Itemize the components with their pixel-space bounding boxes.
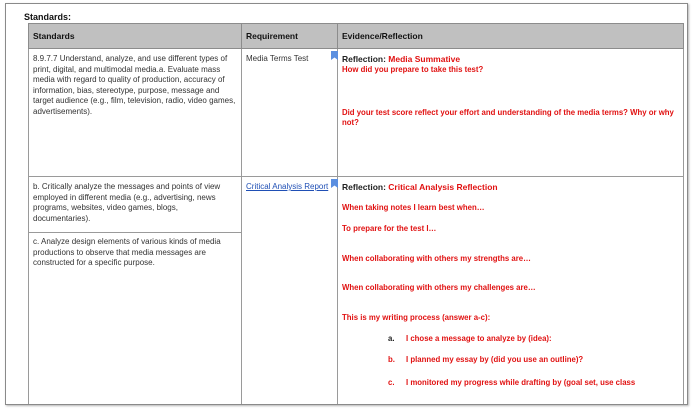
sub-item bbox=[388, 378, 679, 389]
evidence-cell[interactable] bbox=[338, 49, 684, 177]
question: To prepare for the test I… bbox=[342, 223, 437, 233]
sub-text: I chose a message to analyze by (idea): bbox=[406, 333, 552, 343]
reflection-heading bbox=[342, 54, 679, 65]
cell-divider bbox=[29, 232, 241, 233]
requirement-cell[interactable] bbox=[242, 49, 338, 177]
header-standards: Standards bbox=[29, 24, 242, 49]
sub-text: I monitored my progress while drafting by (goal set, use class bbox=[406, 377, 636, 387]
standard-text: 8.9.7.7 Understand, analyze, and use different types of print, digital, and multimodal media.a. Evaluate mass media with regard to quality of production, accuracy of information, bias, stereotype, purpose, message and target audience (e.g., film, television, radio, video games, advertisements). bbox=[33, 54, 236, 116]
standard-cell[interactable] bbox=[29, 177, 242, 406]
sub-text: I planned my essay by (did you use an outline)? bbox=[406, 355, 584, 364]
standard-cell[interactable] bbox=[29, 49, 242, 177]
document-page bbox=[5, 3, 688, 405]
table-row bbox=[29, 49, 684, 177]
reflection-prefix: Reflection: bbox=[342, 182, 386, 192]
reflection-heading bbox=[342, 182, 679, 193]
standard-text-c: c. Analyze design elements of various kinds of media productions to observe that media messages are constructed for a specific purpose. bbox=[33, 237, 221, 267]
sub-marker: c. bbox=[388, 377, 395, 387]
sub-item bbox=[388, 355, 679, 366]
header-evidence: Evidence/Reflection bbox=[338, 24, 684, 49]
question: When collaborating with others my challenges are… bbox=[342, 282, 536, 292]
reflection-prefix: Reflection: bbox=[342, 54, 386, 64]
critical-analysis-report-link[interactable]: Critical Analysis Report bbox=[246, 182, 329, 191]
sub-marker: b. bbox=[388, 355, 395, 364]
requirement-cell[interactable] bbox=[242, 177, 338, 406]
evidence-cell[interactable] bbox=[338, 177, 684, 406]
question: When taking notes I learn best when… bbox=[342, 202, 485, 212]
standards-table bbox=[28, 23, 684, 405]
reflection-title: Media Summative bbox=[388, 54, 461, 64]
question: When collaborating with others my strengths are… bbox=[342, 253, 531, 263]
question: This is my writing process (answer a-c): bbox=[342, 312, 491, 322]
table-header-row bbox=[29, 24, 684, 49]
sub-marker: a. bbox=[388, 333, 395, 343]
table-row bbox=[29, 177, 684, 406]
reflection-title: Critical Analysis Reflection bbox=[388, 182, 498, 192]
sub-item bbox=[388, 334, 679, 345]
requirement-text: Media Terms Test bbox=[246, 54, 309, 63]
header-requirement: Requirement bbox=[242, 24, 338, 49]
standard-text-b: b. Critically analyze the messages and points of view employed in different media (e.g., advertising, news programs, websites, video games, blogs, documentaries). bbox=[33, 182, 221, 223]
section-title: Standards: bbox=[24, 12, 72, 22]
question: How did you prepare to take this test? bbox=[342, 64, 484, 74]
question: Did your test score reflect your effort and understanding of the media terms? Why or why not? bbox=[342, 107, 674, 127]
